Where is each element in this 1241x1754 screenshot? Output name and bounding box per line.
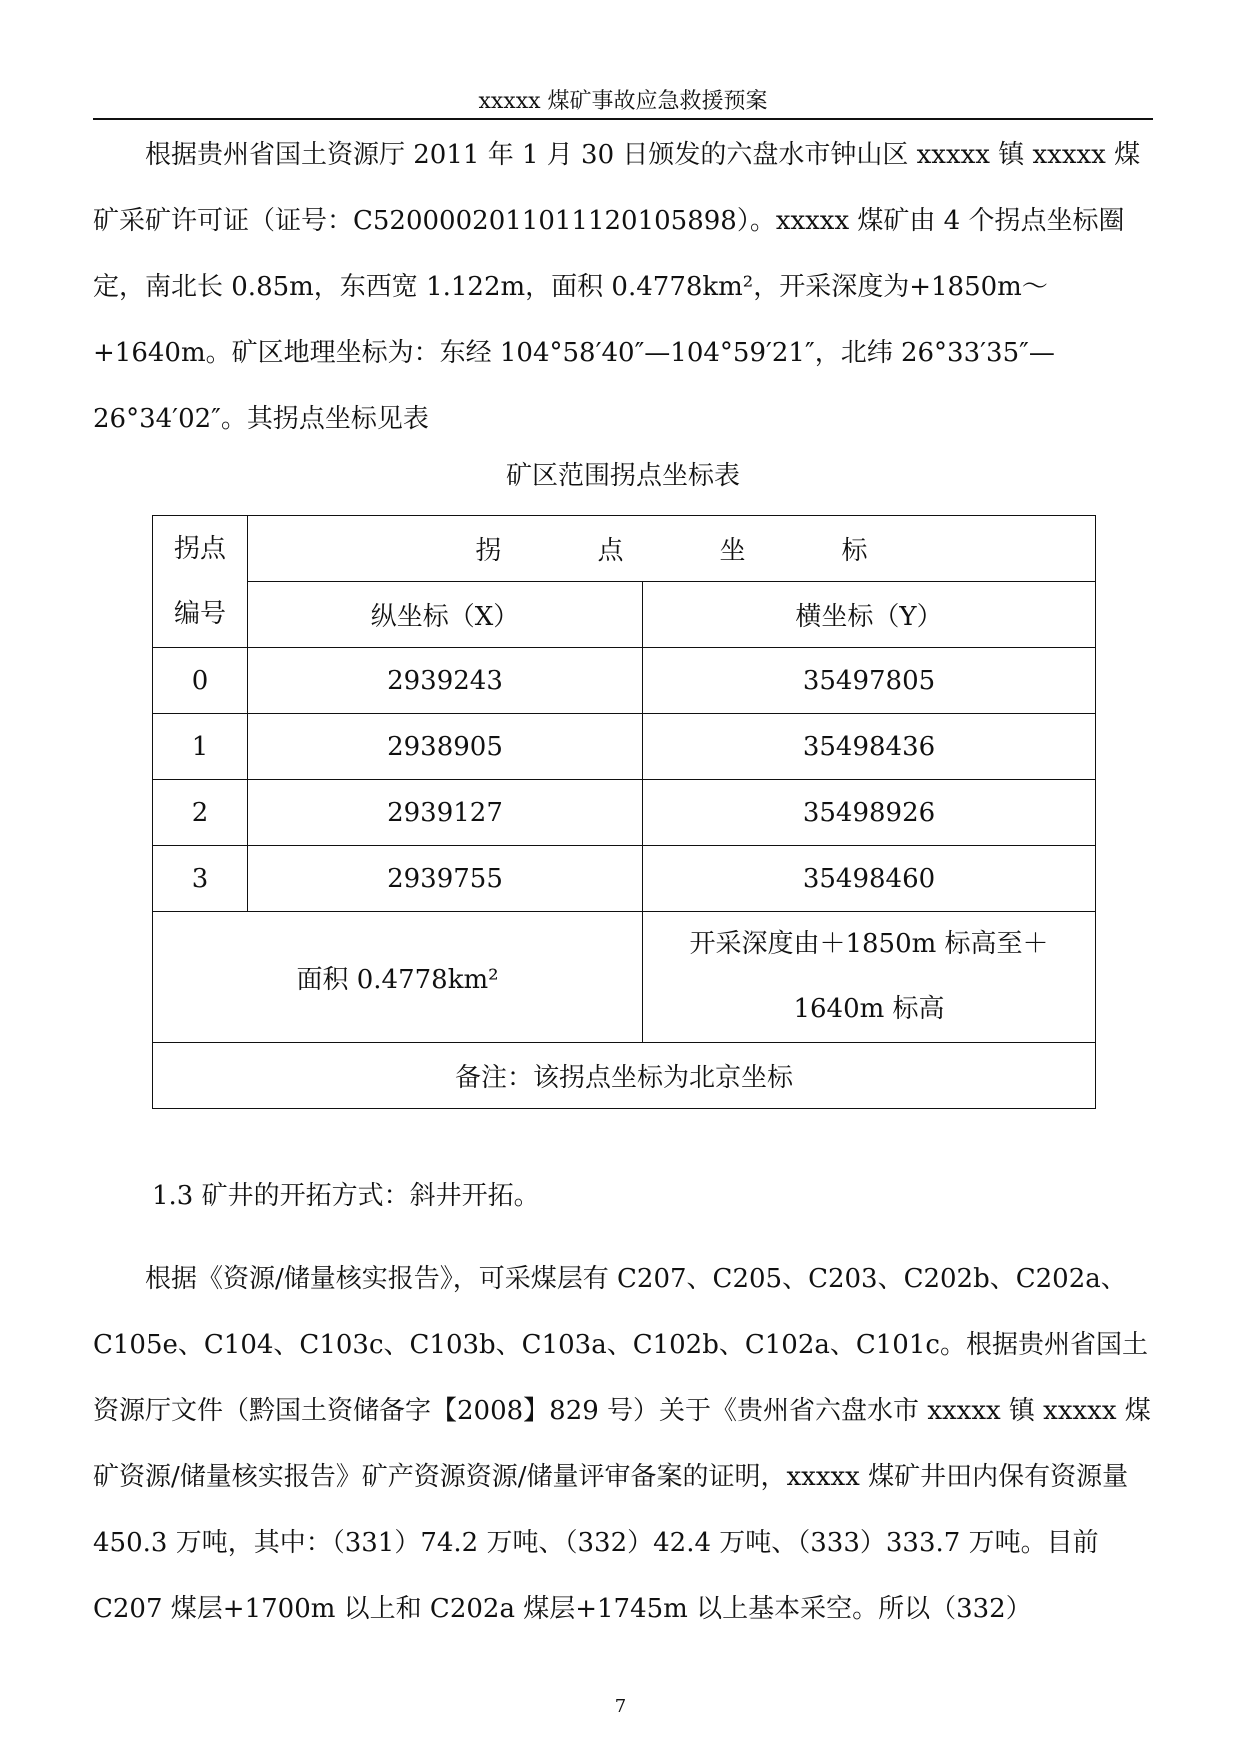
depth-cell [643, 912, 1096, 1043]
y-value-cell: 35497805 [643, 648, 1096, 714]
point-id-cell: 0 [153, 648, 248, 714]
area-depth-row [153, 912, 1096, 1043]
table-row [153, 780, 1096, 846]
table-header-row-2 [153, 582, 1096, 648]
corner-header-bottom: 编号 [173, 598, 226, 629]
span-header-char: 坐 [719, 536, 746, 566]
table-row [153, 714, 1096, 780]
x-value-cell: 2939243 [248, 648, 643, 714]
coordinate-span-header [248, 516, 1096, 582]
point-id-cell: 3 [153, 846, 248, 912]
span-header-char: 标 [841, 536, 868, 566]
table-header-row-1 [153, 516, 1096, 582]
corner-header-top: 拐点 [173, 533, 226, 564]
x-value-cell: 2939127 [248, 780, 643, 846]
x-column-header: 纵坐标（X） [248, 582, 643, 648]
header-rule [93, 118, 1153, 120]
span-header-char: 点 [597, 536, 624, 566]
note-cell: 备注：该拐点坐标为北京坐标 [153, 1043, 1096, 1109]
y-value-cell: 35498436 [643, 714, 1096, 780]
table-row [153, 648, 1096, 714]
table-row [153, 846, 1096, 912]
x-value-cell: 2938905 [248, 714, 643, 780]
note-row [153, 1043, 1096, 1109]
page-header-title: xxxxx 煤矿事故应急救援预案 [478, 89, 768, 114]
table-caption: 矿区范围拐点坐标表 [505, 461, 740, 491]
depth-line-1: 开采深度由＋1850m 标高至＋ [689, 929, 1049, 959]
paragraph-license-info: 根据贵州省国土资源厅 2011 年 1 月 30 日颁发的六盘水市钟山区 xxxxx 镇 xxxxx 煤矿采矿许可证（证号：C5200002011011120105898）。xxxxx 煤矿由 4 个拐点坐标圈定，南北长 0.85m，东西宽 1.122m，面积 0.4778km²，开采深度为+1850m～+1640m。矿区地理坐标为：东经 104°58′40″—104°59′21″，北纬 26°33′35″—26°34′02″。其拐点坐标见表 [93, 140, 1141, 434]
y-value-cell: 35498926 [643, 780, 1096, 846]
section-heading-1-3: 1.3 矿井的开拓方式：斜井开拓。 [152, 1181, 540, 1211]
area-cell: 面积 0.4778km² [153, 912, 643, 1043]
y-value-cell: 35498460 [643, 846, 1096, 912]
span-header-char: 拐 [475, 536, 502, 566]
y-column-header: 横坐标（Y） [643, 582, 1096, 648]
corner-header-cell [153, 516, 248, 648]
page-number: 7 [614, 1696, 627, 1717]
point-id-cell: 2 [153, 780, 248, 846]
depth-line-2: 1640m 标高 [793, 994, 945, 1024]
coordinates-table [152, 515, 1096, 1109]
point-id-cell: 1 [153, 714, 248, 780]
paragraph-reserves-info: 根据《资源/储量核实报告》，可采煤层有 C207、C205、C203、C202b、C202a、C105e、C104、C103c、C103b、C103a、C102b、C102a、C101c。根据贵州省国土资源厅文件（黔国土资储备字【2008】829 号）关于《贵州省六盘水市 xxxxx 镇 xxxxx 煤矿资源/储量核实报告》矿产资源资源/储量评审备案的证明，xxxxx 煤矿井田内保有资源量 450.3 万吨，其中：（331）74.2 万吨、（332）42.4 万吨、（333）333.7 万吨。目前 C207 煤层+1700m 以上和 C202a 煤层+1745m 以上基本采空。所以（332） [93, 1264, 1151, 1624]
x-value-cell: 2939755 [248, 846, 643, 912]
